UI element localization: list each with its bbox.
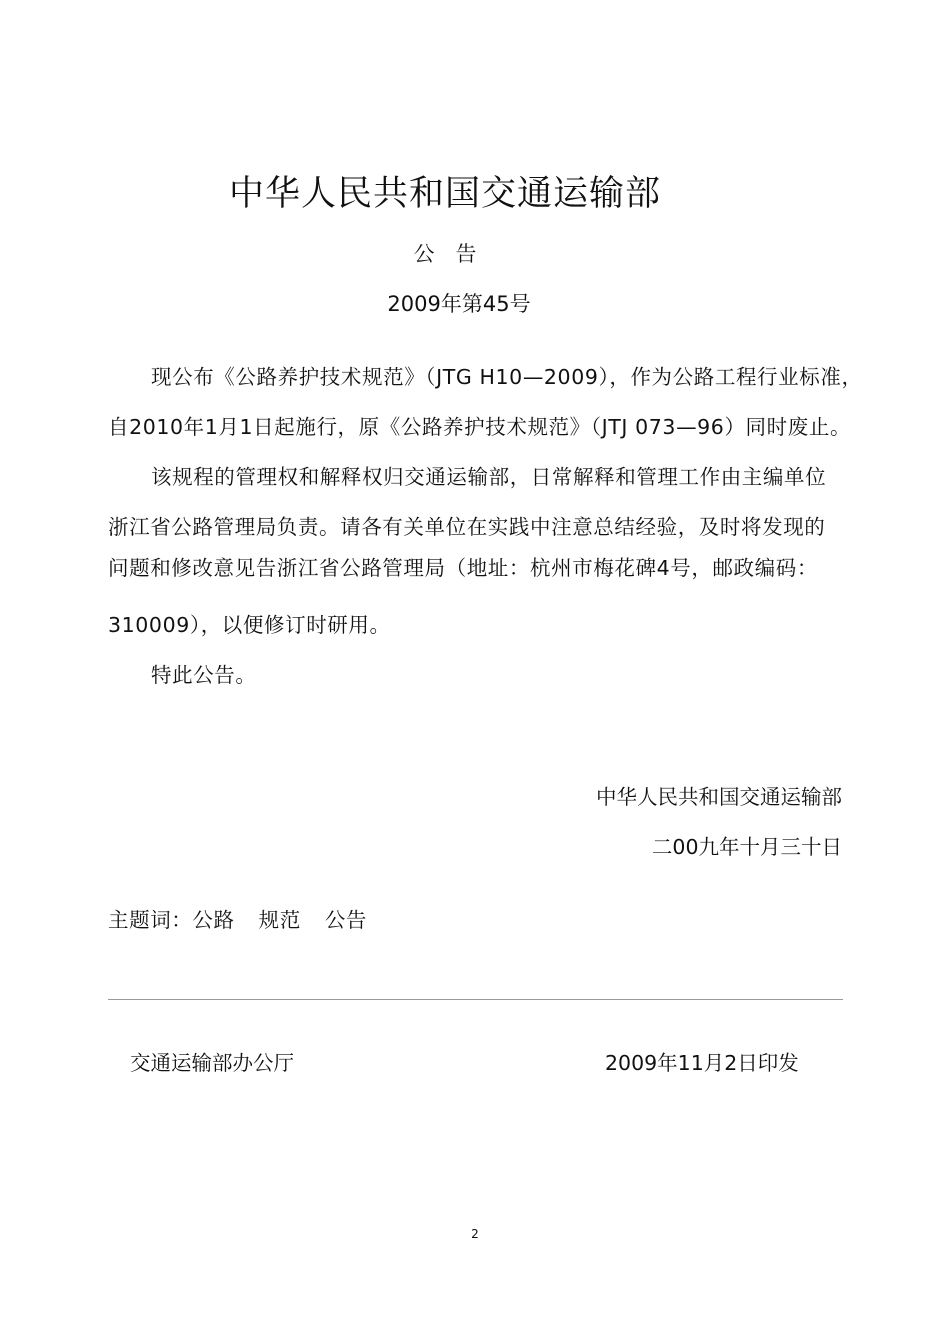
keyword-item: 公告 (324, 908, 368, 932)
footer-print-date: 2009年11月2日印发 (605, 1051, 799, 1075)
paragraph-3: 特此公告。 (151, 663, 257, 687)
page-number: 2 (471, 1227, 479, 1241)
paragraph-1-line-1: 现公布《公路养护技术规范》（JTG H10—2009），作为公路工程行业标准， (151, 365, 863, 389)
paragraph-2-line-3: 问题和修改意见告浙江省公路管理局（地址：杭州市梅花碑4号，邮政编码： (108, 556, 818, 580)
keywords-line (108, 903, 843, 933)
keyword-item: 公路 (192, 908, 235, 932)
keywords-label: 主题词： (108, 908, 193, 932)
keyword-item: 规范 (258, 908, 301, 932)
paragraph-2-line-4: 310009），以便修订时研用。 (108, 613, 391, 637)
paragraph-2-line-2: 浙江省公路管理局负责。请各有关单位在实践中注意总结经验，及时将发现的 (108, 515, 826, 539)
ministry-title: 中华人民共和国交通运输部 (228, 174, 661, 214)
document-type: 公 告 (413, 242, 477, 266)
signature-issuer: 中华人民共和国交通运输部 (596, 785, 842, 809)
signature-date: 二00九年十月三十日 (651, 835, 842, 859)
footer-divider (108, 999, 843, 1000)
document-number: 2009年第45号 (387, 292, 531, 316)
paragraph-2-line-1: 该规程的管理权和解释权归交通运输部，日常解释和管理工作由主编单位 (151, 465, 827, 489)
paragraph-1-line-2: 自2010年1月1日起施行，原《公路养护技术规范》（JTJ 073—96）同时废止。 (108, 415, 852, 439)
footer-office: 交通运输部办公厅 (130, 1051, 294, 1075)
